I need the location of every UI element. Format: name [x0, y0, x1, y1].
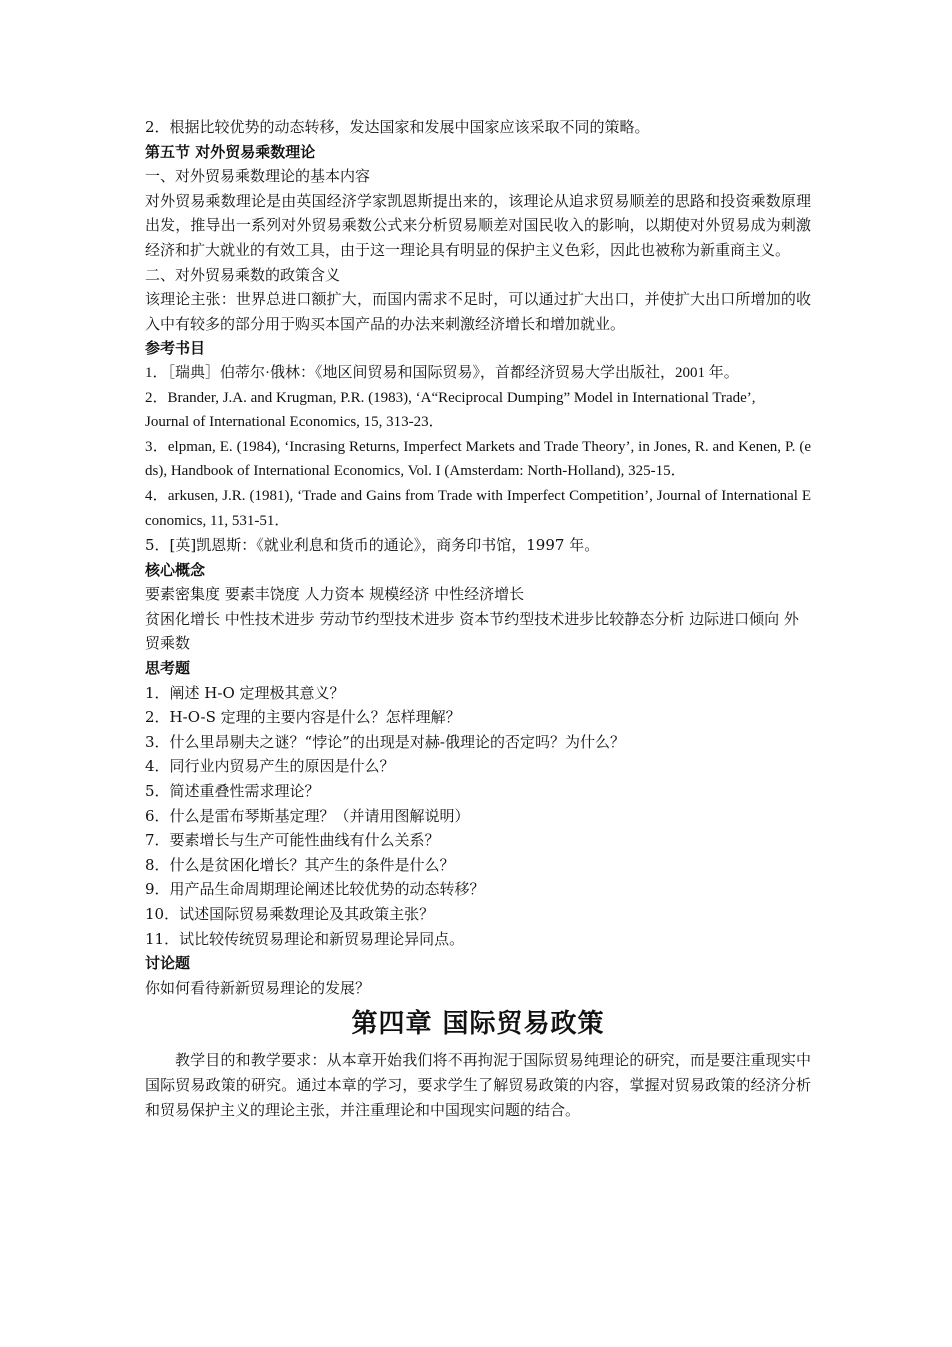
- concepts-title: 核心概念: [145, 560, 206, 579]
- document-page: [145, 115, 811, 1122]
- references-title: 参考书目: [145, 339, 206, 358]
- concepts-line: 贫困化增长 中性技术进步 劳动节约型技术进步 资本节约型技术进步比较静态分析 边际进口倾向 外贸乘数: [145, 609, 799, 653]
- question-item: 3．什么里昂剔夫之谜？“悖论”的出现是对赫-俄理论的否定吗？为什么？: [145, 732, 625, 751]
- references-list: [145, 361, 811, 558]
- discussion-title: 讨论题: [145, 954, 191, 973]
- section-intro-text: 2．根据比较优势的动态转移，发达国家和发展中国家应该采取不同的策略。: [145, 118, 650, 136]
- concepts-line: 要素密集度 要素丰饶度 人力资本 规模经济 中性经济增长: [145, 585, 525, 604]
- question-item: 4．同行业内贸易产生的原因是什么？: [145, 757, 395, 776]
- reference-item: 4．arkusen, J.R. (1981), ‘Trade and Gains from Trade with Imperfect Competition’, Journal of International Economics, 11, 531-51．: [145, 487, 811, 529]
- reference-item: Journal of International Economics, 15, 313-23．: [145, 414, 444, 431]
- section5-sub1-title: 一、对外贸易乘数理论的基本内容: [145, 167, 371, 186]
- chapter-title: 第四章 国际贸易政策: [351, 1009, 605, 1040]
- question-item: 8．什么是贫困化增长？其产生的条件是什么？: [145, 855, 455, 874]
- question-item: 10．试述国际贸易乘数理论及其政策主张？: [145, 905, 435, 923]
- question-item: 1．阐述 H-O 定理极其意义？: [145, 683, 345, 702]
- question-item: 5．简述重叠性需求理论？: [145, 782, 320, 801]
- question-item: 2．H-O-S 定理的主要内容是什么？怎样理解？: [145, 708, 461, 727]
- section5-sub2-body: 该理论主张：世界总进口额扩大，而国内需求不足时，可以通过扩大出口，并使扩大出口所增加的收入中有较多的部分用于购买本国产品的办法来刺激经济增长和增加就业。: [145, 290, 811, 333]
- reference-item: 3．elpman, E. (1984), ‘Incrasing Returns, Imperfect Markets and Trade Theory’, in Jones, R. and Kenen, P. (eds), Handbook of International Economics, Vol. I (Amsterdam: North-Holland), 325-15．: [145, 438, 811, 480]
- questions-title: 思考题: [145, 659, 191, 678]
- chapter-intro: 教学目的和教学要求：从本章开始我们将不再拘泥于国际贸易纯理论的研究，而是要注重现实中国际贸易政策的研究。通过本章的学习，要求学生了解贸易政策的内容，掌握对贸易政策的经济分析和贸易保护主义的理论主张，并注重理论和中国现实问题的结合。: [145, 1051, 811, 1119]
- section5-title: 第五节 对外贸易乘数理论: [145, 142, 316, 161]
- reference-item: 5．[英]凯恩斯：《就业利息和货币的通论》，商务印书馆，1997 年。: [145, 536, 600, 555]
- questions-list: [145, 681, 811, 952]
- question-item: 9．用产品生命周期理论阐述比较优势的动态转移？: [145, 880, 485, 899]
- question-item: 11．试比较传统贸易理论和新贸易理论异同点。: [145, 929, 465, 948]
- section5-sub2-title: 二、对外贸易乘数的政策含义: [145, 265, 341, 284]
- reference-item: 2．Brander, J.A. and Krugman, P.R. (1983), ‘A“Reciprocal Dumping” Model in International Trade’,: [145, 389, 756, 406]
- discussion-body: 你如何看待新新贸易理论的发展？: [145, 978, 371, 997]
- reference-item: 1．［瑞典］伯蒂尔·俄林：《地区间贸易和国际贸易》，首都经济贸易大学出版社，2001 年。: [145, 364, 739, 381]
- question-item: 6．什么是雷布琴斯基定理？（并请用图解说明）: [145, 806, 470, 825]
- section5-sub1-body: 对外贸易乘数理论是由英国经济学家凯恩斯提出来的，该理论从追求贸易顺差的思路和投资乘数原理出发，推导出一系列对外贸易乘数公式来分析贸易顺差对国民收入的影响，以期使对外贸易成为刺激经济和扩大就业的有效工具，由于这一理论具有明显的保护主义色彩，因此也被称为新重商主义。: [145, 191, 811, 259]
- question-item: 7．要素增长与生产可能性曲线有什么关系？: [145, 831, 440, 850]
